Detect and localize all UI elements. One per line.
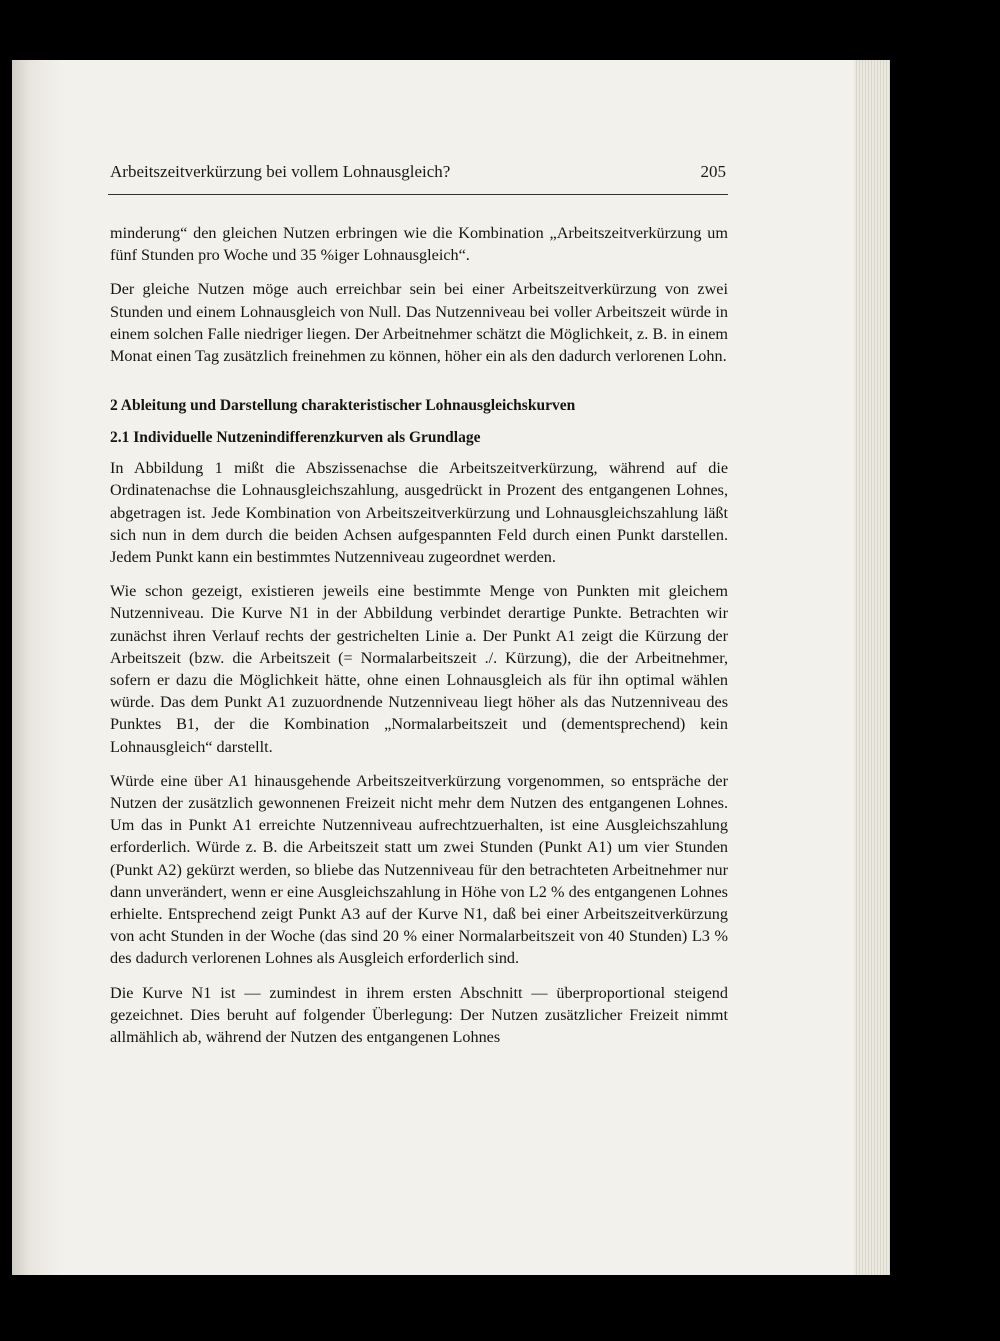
page-edges: [854, 60, 890, 1275]
paragraph-3: In Abbildung 1 mißt die Abszissenachse die Arbeitszeitverkürzung, während auf die Ordinatenachse die Lohnausgleichszahlung, ausgedrückt in Prozent des entgangenen Lohnes, abgetragen ist. Jede Kombination von Arbeitszeitverkürzung und Lohnausgleichszahlung läßt sich nun in dem durch die beiden Achsen aufgespannten Feld durch einen Punkt darstellen. Jedem Punkt kann ein bestimmtes Nutzenniveau zugeordnet werden.: [110, 459, 728, 567]
paragraph-4: Wie schon gezeigt, existieren jeweils eine bestimmte Menge von Punkten mit gleichem Nutzenniveau. Die Kurve N1 in der Abbildung verbindet derartige Punkte. Betrachten wir zunächst ihren Verlauf rechts der gestrichelten Linie a. Der Punkt A1 zeigt die Kürzung der Arbeitszeit (bzw. die Arbeitszeit (= Normalarbeitszeit ./. Kürzung), die der Arbeitnehmer, sofern er dazu die Möglichkeit hätte, ohne einen Lohnausgleich als für ihn optimal wählen würde. Das dem Punkt A1 zuzuordnende Nutzenniveau liegt höher als das Nutzenniveau des Punktes B1, der die Kombination „Normalarbeitszeit und (dementsprechend) kein Lohnausgleich“ darstellt.: [110, 582, 728, 756]
paragraph-2: Der gleiche Nutzen möge auch erreichbar sein bei einer Arbeitszeitverkürzung von zwei Stunden und einem Lohnausgleich von Null. Das Nutzenniveau bei voller Arbeitszeit würde in einem solchen Falle niedriger liegen. Der Arbeitnehmer schätzt die Möglichkeit, z. B. in einem Monat einen Tag zusätzlich freinehmen zu können, höher ein als den dadurch verlorenen Lohn.: [110, 280, 728, 366]
paragraph-1: minderung“ den gleichen Nutzen erbringen wie die Kombination „Arbeitszeitverkürzung um fünf Stunden pro Woche und 35 %iger Lohnausgleich“.: [110, 224, 728, 265]
body-text: [110, 222, 728, 1060]
paragraph-6: Die Kurve N1 ist — zumindest in ihrem ersten Abschnitt — überproportional steigend gezeichnet. Dies beruht auf folgender Überlegung: Der Nutzen zusätzlicher Freizeit nimmt allmählich ab, während der Nutzen des entgangenen Lohnes: [110, 983, 728, 1047]
running-header-title: Arbeitszeitverkürzung bei vollem Lohnausgleich?: [110, 162, 451, 181]
page-number: 205: [700, 162, 726, 181]
section-heading-2-1: 2.1 Individuelle Nutzenindifferenzkurven als Grundlage: [110, 429, 481, 447]
paragraph-5: Würde eine über A1 hinausgehende Arbeitszeitverkürzung vorgenommen, so entspräche der Nutzen der zusätzlich gewonnenen Freizeit nicht mehr dem Nutzen des entgangenen Lohnes. Um das in Punkt A1 erreichte Nutzenniveau aufrechtzuerhalten, ist eine Ausgleichszahlung erforderlich. Würde z. B. die Arbeitszeit statt um zwei Stunden (Punkt A1) um vier Stunden (Punkt A2) gekürzt werden, so bliebe das Nutzenniveau für den betrachteten Arbeitnehmer nur dann unverändert, wenn er eine Ausgleichszahlung in Höhe von L2 % des entgangenen Lohnes erhielte. Entsprechend zeigt Punkt A3 auf der Kurve N1, daß bei einer Arbeitszeitverkürzung von acht Stunden in der Woche (das sind 20 % einer Normalarbeitszeit von 40 Stunden) L3 % des dadurch verlorenen Lohnes als Ausgleich erforderlich sind.: [110, 771, 728, 968]
section-heading-2: 2 Ableitung und Darstellung charakteristischer Lohnausgleichskurven: [110, 397, 576, 415]
header-rule: [108, 194, 728, 195]
book-spine-shadow: [12, 60, 62, 1275]
